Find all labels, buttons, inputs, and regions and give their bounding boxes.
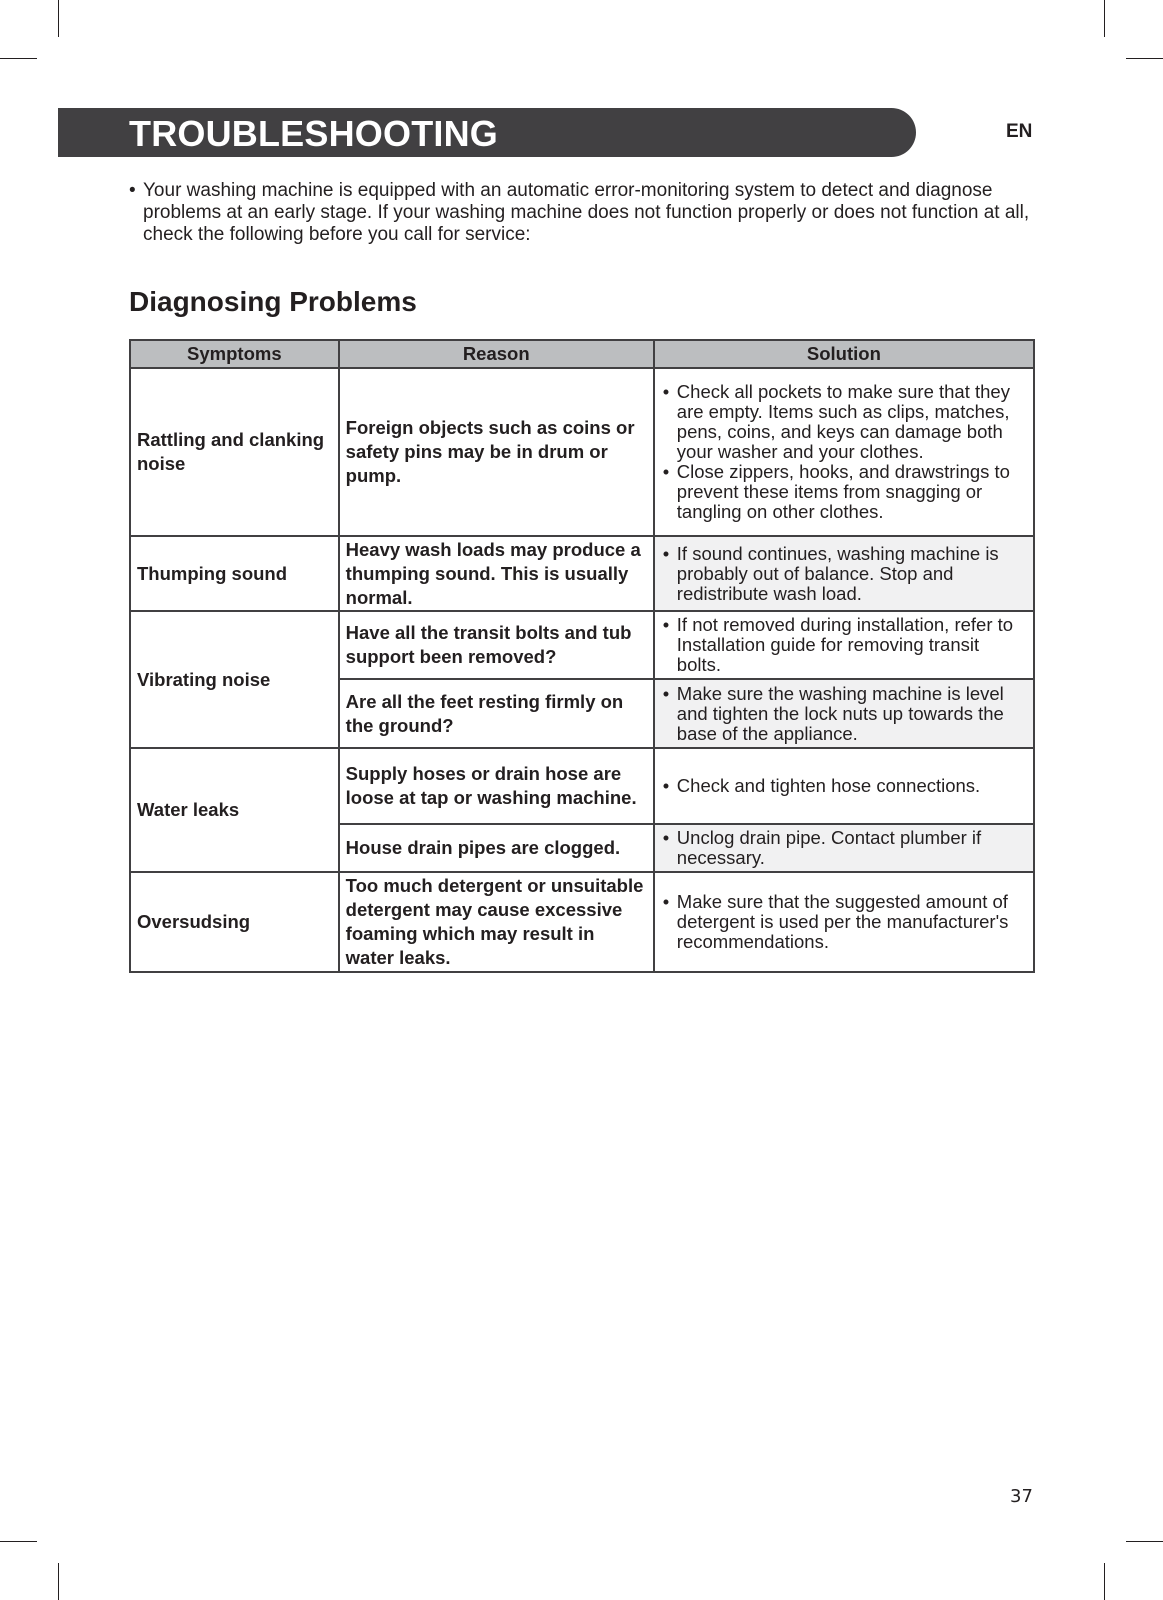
solution-text: Check and tighten hose connections.: [676, 775, 981, 796]
bullet-icon: •: [662, 461, 670, 482]
solution-cell: [654, 872, 1034, 972]
bullet-icon: •: [129, 180, 136, 201]
solution-item: [663, 776, 1027, 796]
reason-cell: House drain pipes are clogged.: [339, 824, 654, 872]
symptom-cell: Rattling and clanking noise: [130, 368, 339, 536]
header-reason: Reason: [339, 340, 654, 368]
table-row: [130, 748, 1034, 824]
reason-cell: Supply hoses or drain hose are loose at tap or washing machine.: [339, 748, 654, 824]
table-row: [130, 872, 1034, 972]
diagnosis-table: [129, 339, 1035, 973]
bullet-icon: •: [662, 775, 670, 796]
reason-cell: Have all the transit bolts and tub support been removed?: [339, 611, 654, 679]
bullet-icon: •: [662, 891, 670, 912]
solution-text: Unclog drain pipe. Contact plumber if necessary.: [676, 827, 982, 868]
solution-cell: [654, 536, 1034, 611]
crop-mark: [1126, 1541, 1163, 1542]
symptom-cell: Water leaks: [130, 748, 339, 872]
solution-cell: [654, 748, 1034, 824]
solution-item: [663, 892, 1027, 952]
reason-cell: Are all the feet resting firmly on the ground?: [339, 679, 654, 748]
crop-mark: [1104, 1563, 1105, 1600]
solution-item: [663, 544, 1027, 604]
section-title: Diagnosing Problems: [129, 286, 417, 317]
solution-text: Make sure that the suggested amount of detergent is used per the manufacturer's recommendations.: [676, 891, 1009, 952]
page-number: 37: [1010, 1486, 1033, 1507]
bullet-icon: •: [662, 827, 670, 848]
header-symptoms: Symptoms: [130, 340, 339, 368]
intro-paragraph: [129, 180, 1035, 246]
bullet-icon: •: [662, 542, 670, 564]
intro-text: Your washing machine is equipped with an automatic error-monitoring system to detect and diagnose problems at an early stage. If your washing machine does not function properly or does not function at all, check the following before you call for service:: [143, 180, 1030, 245]
solution-text: Make sure the washing machine is level and tighten the lock nuts up towards the base of the appliance.: [676, 682, 1004, 744]
solution-text: If sound continues, washing machine is probably out of balance. Stop and redistribute wash load.: [676, 542, 999, 604]
crop-mark: [58, 0, 59, 37]
table-header-row: [130, 340, 1034, 368]
solution-item: [663, 382, 1027, 462]
solution-cell: [654, 611, 1034, 679]
solution-cell: [654, 368, 1034, 536]
solution-item: [663, 462, 1027, 522]
solution-text: Check all pockets to make sure that they are empty. Items such as clips, matches, pens, coins, and keys can damage both your washer and your clothes.: [676, 381, 1010, 462]
reason-cell: Too much detergent or unsuitable detergent may cause excessive foaming which may result in water leaks.: [339, 872, 654, 972]
crop-mark: [1104, 0, 1105, 37]
solution-cell: [654, 824, 1034, 872]
crop-mark: [0, 58, 37, 59]
bullet-icon: •: [662, 381, 670, 402]
crop-mark: [0, 1541, 37, 1542]
page-title: TROUBLESHOOTING: [129, 113, 498, 154]
bullet-icon: •: [662, 682, 670, 704]
solution-item: [663, 615, 1027, 675]
solution-item: [663, 684, 1027, 744]
solution-cell: [654, 679, 1034, 748]
table-row: [130, 611, 1034, 679]
symptom-cell: Oversudsing: [130, 872, 339, 972]
solution-text: Close zippers, hooks, and drawstrings to prevent these items from snagging or tangling on other clothes.: [676, 461, 1010, 522]
symptom-cell: Thumping sound: [130, 536, 339, 611]
table-row: [130, 536, 1034, 611]
header-solution: Solution: [654, 340, 1034, 368]
solution-text: If not removed during installation, refer to Installation guide for removing transit bolts.: [676, 614, 1014, 675]
language-label: EN: [1006, 121, 1033, 142]
solution-item: [663, 828, 1027, 868]
crop-mark: [58, 1563, 59, 1600]
reason-cell: Foreign objects such as coins or safety pins may be in drum or pump.: [339, 368, 654, 536]
crop-mark: [1126, 58, 1163, 59]
bullet-icon: •: [662, 614, 670, 635]
symptom-cell: Vibrating noise: [130, 611, 339, 748]
table-row: [130, 368, 1034, 536]
reason-cell: Heavy wash loads may produce a thumping sound. This is usually normal.: [339, 536, 654, 611]
